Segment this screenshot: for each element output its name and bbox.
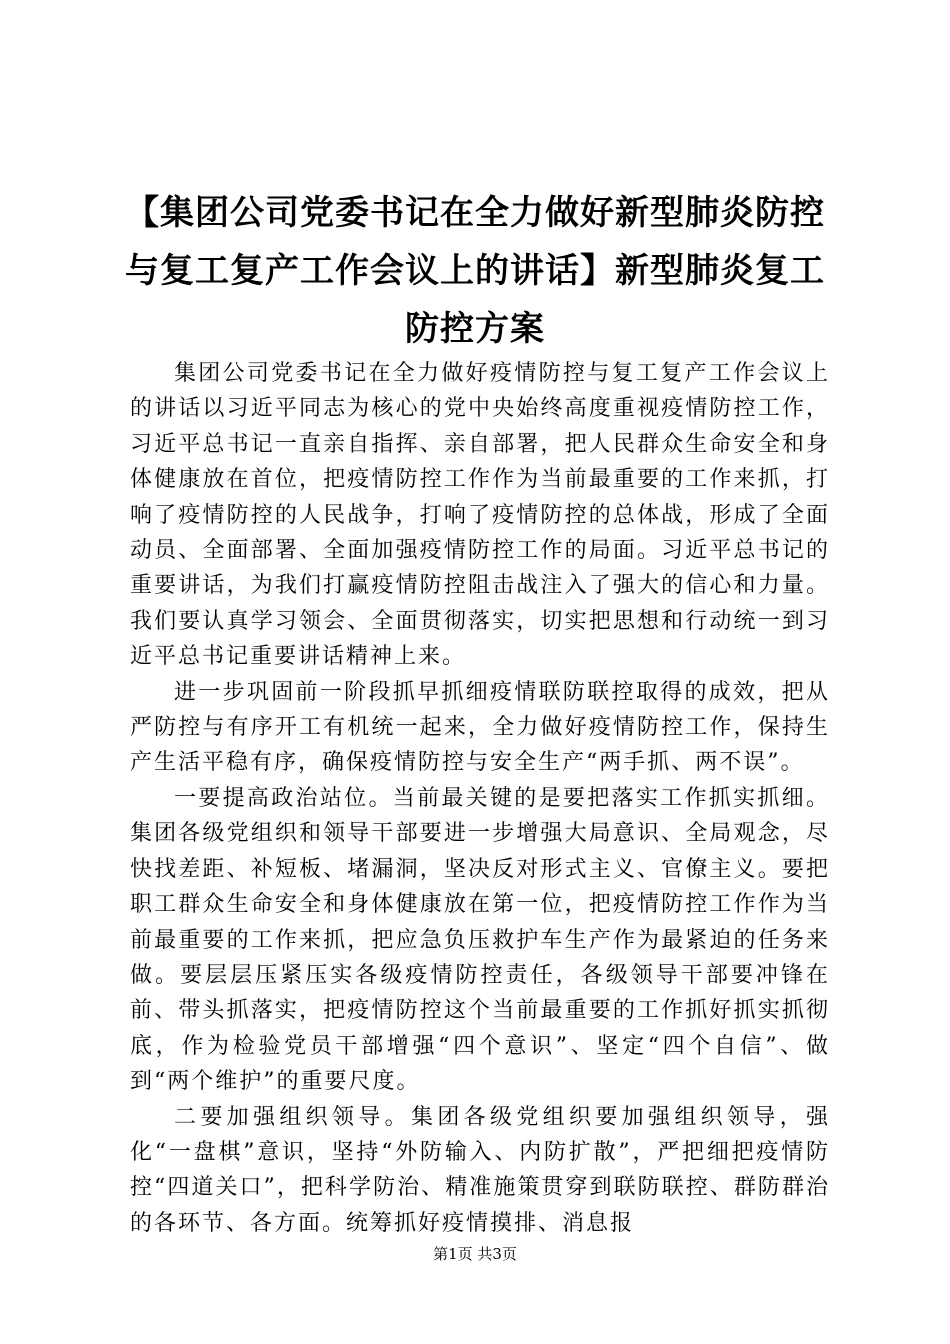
paragraph-consolidate: 进一步巩固前一阶段抓早抓细疫情联防联控取得的成效，把从严防控与有序开工有机统一起来，全力做好疫情防控工作，保持生产生活平稳有序，确保疫情防控与安全生产“两手抓、两不误”。 [130,679,830,776]
document-title: 【集团公司党委书记在全力做好新型肺炎防控与复工复产工作会议上的讲话】新型肺炎复工防控方案 [125,193,825,349]
paragraph-organization-leadership: 二要加强组织领导。集团各级党组织要加强组织领导，强化“一盘棋”意识，坚持“外防输入、内防扩散”，严把细把疫情防控“四道关口”，把科学防治、精准施策贯穿到联防联控、群防群治的各环节、各方面。统筹抓好疫情摸排、消息报 [130,1104,830,1236]
paragraph-intro: 集团公司党委书记在全力做好疫情防控与复工复产工作会议上的讲话以习近平同志为核心的党中央始终高度重视疫情防控工作，习近平总书记一直亲自指挥、亲自部署，把人民群众生命安全和身体健康放在首位，把疫情防控工作作为当前最重要的工作来抓，打响了疫情防控的人民战争，打响了疫情防控的总体战，形成了全面动员、全面部署、全面加强疫情防控工作的局面。习近平总书记的重要讲话，为我们打赢疫情防控阻击战注入了强大的信心和力量。我们要认真学习领会、全面贯彻落实，切实把思想和行动统一到习近平总书记重要讲话精神上来。 [130,361,830,670]
document-body [130,356,830,1241]
paragraph-political-stance: 一要提高政治站位。当前最关键的是要把落实工作抓实抓细。集团各级党组织和领导干部要进一步增强大局意识、全局观念，尽快找差距、补短板、堵漏洞，坚决反对形式主义、官僚主义。要把职工群众生命安全和身体健康放在第一位，把疫情防控工作作为当前最重要的工作来抓，把应急负压救护车生产作为最紧迫的任务来做。要层层压紧压实各级疫情防控责任，各级领导干部要冲锋在前、带头抓落实，把疫情防控这个当前最重要的工作抓好抓实抓彻底，作为检验党员干部增强“四个意识”、坚定“四个自信”、做到“两个维护”的重要尺度。 [130,785,830,1095]
page-number: 第1页 共3页 [433,1245,517,1263]
page-footer [0,1244,950,1264]
